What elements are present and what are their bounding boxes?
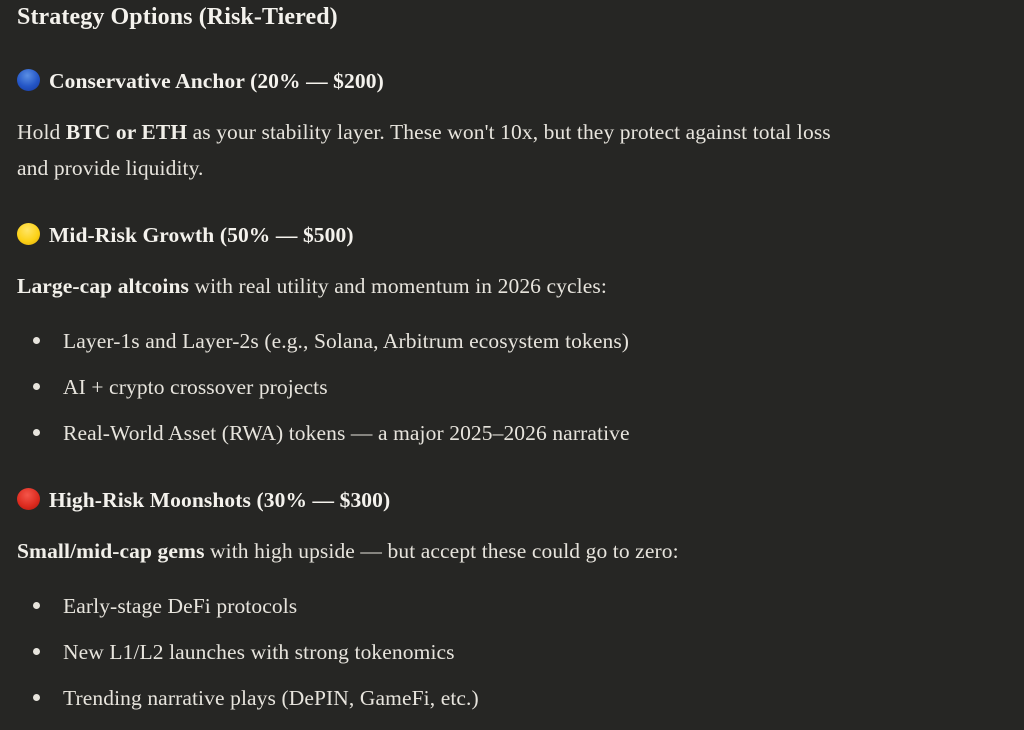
section-heading-high-risk-label: High-Risk Moonshots (30% — $300) (49, 488, 391, 512)
page-title: Strategy Options (Risk-Tiered) (17, 4, 338, 30)
paragraph-text: Hold (17, 120, 66, 144)
list-item: Real-World Asset (RWA) tokens — a major 2025–2026 narrative (17, 415, 1014, 451)
blue-circle-icon (17, 69, 40, 91)
paragraph-text: with real utility and momentum in 2026 cycles: (188, 274, 607, 298)
list-item: Trending narrative plays (DePIN, GameFi, etc.) (17, 680, 1014, 716)
section-heading-conservative (17, 66, 1014, 96)
paragraph-text: and provide liquidity. (17, 156, 204, 180)
red-circle-icon (17, 488, 40, 510)
paragraph-text: as your stability layer. These won't 10x, but they protect against total loss (187, 120, 831, 144)
yellow-circle-icon (17, 223, 40, 245)
section-heading-conservative-label: Conservative Anchor (20% — $200) (49, 69, 384, 93)
list-item: New L1/L2 launches with strong tokenomics (17, 634, 1014, 670)
paragraph-text: with high upside — but accept these could go to zero: (204, 539, 679, 563)
list-item: Layer-1s and Layer-2s (e.g., Solana, Arbitrum ecosystem tokens) (17, 323, 1014, 359)
list-item: Early-stage DeFi protocols (17, 588, 1014, 624)
paragraph-bold-text: Small/mid-cap gems (17, 539, 205, 563)
list-item: AI + crypto crossover projects (17, 369, 1014, 405)
high-risk-bullet-list (17, 588, 1014, 716)
paragraph-bold-text: Large-cap altcoins (17, 274, 189, 298)
section-paragraph-conservative (17, 114, 1014, 186)
section-heading-mid-risk (17, 220, 1014, 250)
mid-risk-bullet-list (17, 323, 1014, 451)
paragraph-bold-text: BTC or ETH (65, 120, 188, 144)
section-heading-mid-risk-label: Mid-Risk Growth (50% — $500) (49, 223, 354, 247)
section-paragraph-high-risk (17, 533, 1014, 569)
section-paragraph-mid-risk (17, 268, 1014, 304)
section-heading-high-risk (17, 485, 1014, 515)
